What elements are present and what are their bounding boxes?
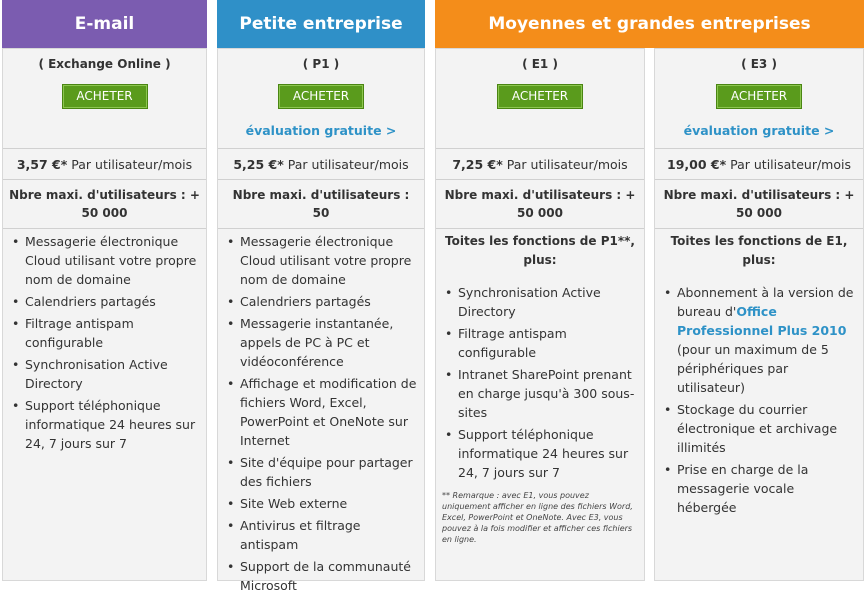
free-trial-link-p1[interactable]: évaluation gratuite > [245,123,397,138]
plan-name: ( P1 ) [302,57,340,71]
list-item: • Synchronisation Active Directory [9,355,200,393]
price-amount: 5,25 €* [233,156,284,172]
list-item: • Synchronisation Active Directory [442,283,638,321]
plan-name: ( Exchange Online ) [38,57,171,71]
buy-button-p1[interactable]: ACHETER [278,84,364,109]
max-users: Nbre maxi. d'utilisateurs : + 50 000 [9,188,200,220]
header-email-title: E-mail [74,14,135,34]
list-item [661,283,857,397]
price [218,149,424,179]
office-product-name: Office Professionnel Plus 2010 [677,304,847,338]
footnote: ** Remarque : avec E1, vous pouvez uniquement afficher en ligne des fichiers Word, Excel, PowerPoint et OneNote. Avec E3, vous pouvez à la fois modifier et afficher ces fichiers en ligne. [442,491,633,544]
plan-column-p1 [217,48,425,593]
list-item: • Stockage du courrier électronique et archivage illimités [661,400,857,457]
price-amount: 3,57 €* [16,156,68,172]
price-unit: Par utilisateur/mois [730,156,851,172]
feature-list [3,232,206,456]
list-item: • Messagerie instantanée, appels de PC à PC et vidéoconférence [224,314,418,371]
plan-column-exchange-online [2,48,207,581]
features-intro: Toites les fonctions de E1, plus: [670,234,848,267]
free-trial-link-e3[interactable]: évaluation gratuite > [683,123,835,138]
list-item: • Support téléphonique informatique 24 heures sur 24, 7 jours sur 7 [442,425,638,482]
price-amount: 19,00 €* [667,156,727,172]
feature-list [218,232,424,598]
office-text-before: Abonnement à la version de bureau d' [677,285,854,319]
list-item: • Site d'équipe pour partager des fichiers [224,453,418,491]
features-intro: Toites les fonctions de P1**, plus: [445,234,635,267]
feature-list [436,232,644,545]
list-item: • Antivirus et filtrage antispam [224,516,418,554]
plan-column-e3 [654,48,864,581]
buy-button-e1[interactable]: ACHETER [497,84,583,109]
list-item: • Intranet SharePoint prenant en charge jusqu'à 300 sous-sites [442,365,638,422]
header-enterprise [435,0,864,48]
list-item: • Prise en charge de la messagerie vocale hébergée [661,460,857,517]
list-item: • Calendriers partagés [9,292,200,311]
list-item: • Support téléphonique informatique 24 heures sur 24, 7 jours sur 7 [9,396,200,453]
price [3,149,206,179]
max-users: Nbre maxi. d'utilisateurs : + 50 000 [663,188,855,220]
divider [655,228,863,229]
divider [218,228,424,229]
price-unit: Par utilisateur/mois [287,156,409,172]
max-users: Nbre maxi. d'utilisateurs : 50 [232,188,410,220]
buy-button-exchange-online[interactable]: ACHETER [62,84,148,109]
header-email [2,0,207,48]
list-item: • Messagerie électronique Cloud utilisant votre propre nom de domaine [9,232,200,289]
price-unit: Par utilisateur/mois [71,156,193,172]
header-small-business-title: Petite entreprise [239,14,403,34]
buy-button-e3[interactable]: ACHETER [716,84,802,109]
price-unit: Par utilisateur/mois [506,156,628,172]
price [436,149,644,179]
divider [436,228,644,229]
list-item: • Filtrage antispam configurable [442,324,638,362]
price [655,149,863,179]
list-item: • Site Web externe [224,494,418,513]
feature-list [655,232,863,520]
divider [3,228,206,229]
header-small-business [217,0,425,48]
office-text-after: (pour un maximum de 5 périphériques par utilisateur) [677,342,829,395]
list-item: • Calendriers partagés [224,292,418,311]
plan-name: ( E1 ) [522,57,558,71]
plan-name: ( E3 ) [741,57,777,71]
list-item: • Filtrage antispam configurable [9,314,200,352]
max-users: Nbre maxi. d'utilisateurs : + 50 000 [444,188,636,220]
header-enterprise-title: Moyennes et grandes entreprises [488,14,811,34]
price-amount: 7,25 €* [452,156,503,172]
list-item: • Affichage et modification de fichiers Word, Excel, PowerPoint et OneNote sur Internet [224,374,418,450]
list-item: • Messagerie électronique Cloud utilisant votre propre nom de domaine [224,232,418,289]
list-item: • Support de la communauté Microsoft [224,557,418,595]
plan-column-e1 [435,48,645,581]
